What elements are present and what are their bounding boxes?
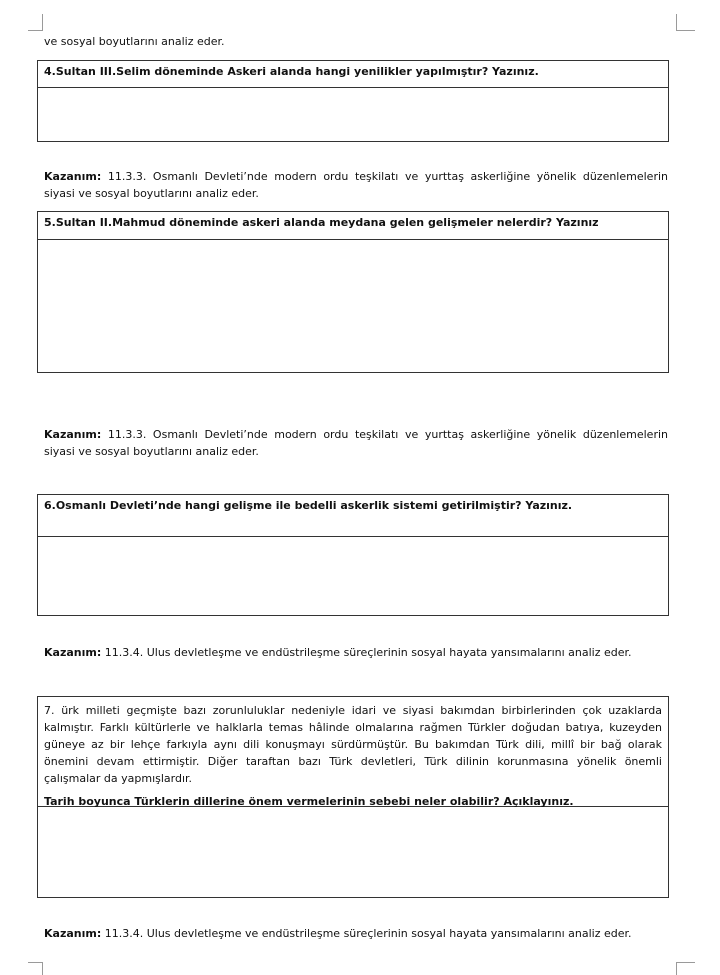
crop-mark-bottom-left: [28, 962, 43, 975]
question-5-box: [37, 211, 669, 373]
outcome-label: Kazanım:: [44, 170, 102, 183]
question-7-answer-area[interactable]: [38, 807, 668, 897]
outcome-text: 11.3.3. Osmanlı Devleti’nde modern ordu teşkilatı ve yurttaş askerliğine yönelik düzenlemelerin siyasi ve sosyal boyutlarını analiz eder.: [44, 170, 668, 200]
outcome-text: 11.3.4. Ulus devletleşme ve endüstrileşme süreçlerinin sosyal hayata yansımalarını analiz eder.: [104, 646, 632, 659]
outcome-label: Kazanım:: [44, 646, 102, 659]
learning-outcome-2: [44, 426, 668, 460]
crop-mark-top-left: [28, 14, 43, 31]
question-4-title: 4.Sultan III.Selim döneminde Askeri alanda hangi yenilikler yapılmıştır? Yazınız.: [38, 61, 668, 88]
learning-outcome-4: [44, 925, 668, 942]
question-7-prompt: [38, 697, 668, 807]
question-4-answer-area[interactable]: [38, 88, 668, 141]
outcome-text: 11.3.4. Ulus devletleşme ve endüstrileşme süreçlerinin sosyal hayata yansımalarını analiz eder.: [104, 927, 632, 940]
question-7-box: [37, 696, 669, 898]
question-7-passage: 7. ürk milleti geçmişte bazı zorunluluklar nedeniyle idari ve siyasi bakımdan birbirlerinden çok uzaklarda kalmıştır. Farklı kültürlerle ve halklarla temas hâlinde olmalarına rağmen Türkler doğudan batıya, kuzeyden güneye az bir lehçe farkıyla aynı dili konuşmayı sürdürmüştür. Bu bakımdan Türk dili, millî bir bağ olarak önemini devam ettirmiştir. Diğer taraftan bazı Türk devletleri, Türk dilinin korunmasına yönelik önemli çalışmalar da yapmışlardır.: [44, 704, 662, 785]
crop-mark-top-right: [676, 14, 695, 31]
question-6-answer-area[interactable]: [38, 537, 668, 615]
question-5-answer-area[interactable]: [38, 240, 668, 372]
outcome-label: Kazanım:: [44, 428, 102, 441]
outcome-label: Kazanım:: [44, 927, 102, 940]
question-7-question: Tarih boyunca Türklerin dillerine önem vermelerinin sebebi neler olabilir? Açıklayınız.: [44, 795, 574, 808]
learning-outcome-1: [44, 168, 668, 202]
question-4-box: [37, 60, 669, 142]
question-6-box: [37, 494, 669, 616]
learning-outcome-3: [44, 644, 668, 661]
continued-outcome-line: ve sosyal boyutlarını analiz eder.: [44, 35, 225, 48]
question-5-title: 5.Sultan II.Mahmud döneminde askeri alanda meydana gelen gelişmeler nelerdir? Yazınız: [38, 212, 668, 240]
question-6-title: 6.Osmanlı Devleti’nde hangi gelişme ile bedelli askerlik sistemi getirilmiştir? Yazınız.: [38, 495, 668, 537]
crop-mark-bottom-right: [676, 962, 695, 975]
outcome-text: 11.3.3. Osmanlı Devleti’nde modern ordu teşkilatı ve yurttaş askerliğine yönelik düzenlemelerin siyasi ve sosyal boyutlarını analiz eder.: [44, 428, 668, 458]
